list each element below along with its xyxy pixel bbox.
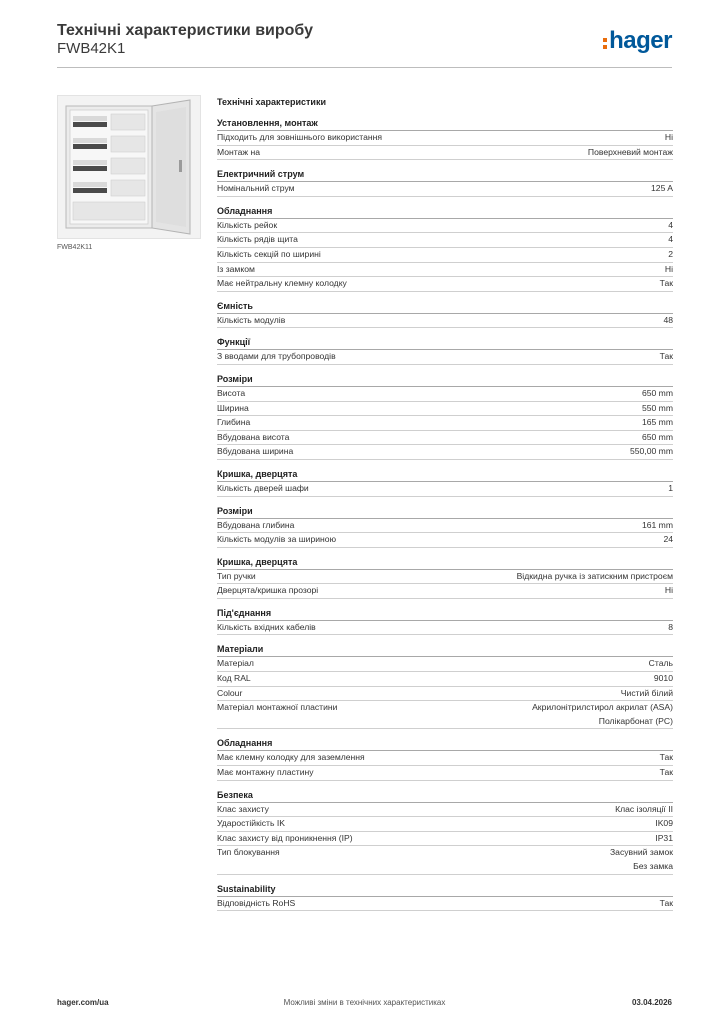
product-code: FWB42K1 (57, 40, 126, 57)
spec-label: Ударостійкість IK (217, 818, 285, 829)
spec-label: Із замком (217, 263, 255, 274)
section-heading: Обладнання (217, 736, 673, 751)
spec-label: Кількість секцій по ширині (217, 248, 321, 259)
spec-label: Клас захисту (217, 803, 269, 814)
spec-label: Кількість модулів (217, 314, 286, 325)
spec-section (217, 372, 673, 460)
section-heading: Кришка, дверцята (217, 555, 673, 570)
spec-section (217, 504, 673, 548)
spec-value: Ні (664, 132, 673, 142)
spec-row (217, 519, 673, 534)
spec-value: Так (659, 767, 673, 778)
spec-label: Кількість модулів за шириною (217, 534, 337, 545)
spec-label: Глибина (217, 417, 251, 428)
spec-row (217, 350, 673, 365)
spec-section (217, 467, 673, 497)
footer-website[interactable]: hager.com/ua (57, 998, 109, 1007)
spec-section (217, 642, 673, 729)
spec-label: Матеріал (217, 658, 254, 669)
logo-dots-icon (603, 38, 607, 49)
spec-row (217, 832, 673, 847)
page-title: Технічні характеристики виробу (57, 22, 313, 39)
spec-label: Має клемну колодку для заземлення (217, 752, 365, 763)
spec-row (217, 263, 673, 278)
spec-label: Висота (217, 387, 246, 398)
spec-value: Поверхневий монтаж (587, 146, 673, 157)
spec-row (217, 533, 673, 548)
spec-label: Підходить для зовнішнього використання (217, 132, 383, 142)
spec-row (217, 146, 673, 161)
section-heading: Кришка, дверцята (217, 467, 673, 482)
spec-label: Номінальний струм (217, 183, 295, 194)
spec-label: Має монтажну пластину (217, 767, 314, 778)
section-heading: Функції (217, 335, 673, 350)
spec-section (217, 116, 673, 160)
spec-label: Відповідність RoHS (217, 897, 296, 908)
spec-row (217, 482, 673, 497)
spec-label: Монтаж на (217, 146, 261, 157)
spec-value: IP31 (655, 832, 673, 843)
spec-row (217, 387, 673, 402)
spec-value: Ні (664, 263, 673, 274)
section-heading: Sustainability (217, 882, 673, 897)
spec-label: Код RAL (217, 673, 251, 684)
spec-label: Кількість дверей шафи (217, 482, 309, 493)
spec-row (217, 233, 673, 248)
spec-row (217, 803, 673, 818)
spec-value: 550,00 mm (630, 446, 673, 457)
spec-label: Клас захисту від проникнення (IP) (217, 832, 353, 843)
spec-row (217, 766, 673, 781)
specs-title: Технічні характеристики (217, 97, 326, 107)
spec-row (217, 621, 673, 636)
spec-value: Так (659, 897, 673, 908)
section-heading: Під'єднання (217, 606, 673, 621)
spec-value: Засувний замок Без замка (609, 847, 673, 871)
section-heading: Установлення, монтаж (217, 116, 673, 131)
spec-row (217, 751, 673, 766)
spec-sections (217, 116, 673, 911)
spec-section (217, 555, 673, 599)
spec-value: Ні (664, 585, 673, 596)
spec-row (217, 416, 673, 431)
spec-value: 4 (668, 219, 673, 230)
spec-label: Colour (217, 687, 243, 698)
footer-disclaimer: Можливі зміни в технічних характеристиках (283, 998, 446, 1007)
spec-section (217, 204, 673, 292)
spec-value: 24 (663, 534, 673, 545)
spec-row (217, 657, 673, 672)
spec-label: Матеріал монтажної пластини (217, 702, 338, 713)
image-caption: FWB42K11 (57, 244, 93, 251)
product-image (57, 95, 201, 239)
section-heading: Розміри (217, 504, 673, 519)
spec-value: 125 A (651, 183, 673, 194)
spec-row (217, 672, 673, 687)
spec-row (217, 570, 673, 585)
spec-row (217, 445, 673, 460)
spec-row (217, 402, 673, 417)
spec-section (217, 788, 673, 875)
spec-row (217, 248, 673, 263)
spec-label: Має нейтральну клемну колодку (217, 278, 347, 289)
spec-value: 161 mm (641, 519, 673, 530)
spec-section (217, 167, 673, 197)
enclosure-cabinet-image (58, 96, 200, 238)
spec-label: Тип блокування (217, 847, 280, 858)
spec-value: 48 (663, 314, 673, 325)
spec-value: Відкидна ручка із затискним пристроєм (516, 570, 673, 581)
spec-value: IK09 (655, 818, 673, 829)
section-heading: Безпека (217, 788, 673, 803)
spec-row (217, 314, 673, 329)
section-heading: Електричний струм (217, 167, 673, 182)
spec-row (217, 701, 673, 729)
spec-value: 4 (668, 234, 673, 245)
spec-label: З вводами для трубопроводів (217, 351, 336, 362)
logo-wordmark: hager (609, 27, 672, 54)
spec-value: Так (659, 351, 673, 362)
spec-row (217, 131, 673, 146)
spec-value: 9010 (653, 673, 673, 684)
spec-label: Тип ручки (217, 570, 256, 581)
spec-row (217, 897, 673, 912)
spec-label: Кількість рядів щита (217, 234, 298, 245)
spec-label: Вбудована ширина (217, 446, 294, 457)
spec-value: Так (659, 278, 673, 289)
spec-value: 165 mm (641, 417, 673, 428)
spec-label: Кількість вхідних кабелів (217, 621, 316, 632)
spec-value: 2 (668, 248, 673, 259)
section-heading: Ємність (217, 299, 673, 314)
spec-row (217, 182, 673, 197)
hager-logo (603, 27, 672, 55)
spec-label: Дверцята/кришка прозорі (217, 585, 319, 596)
spec-row (217, 584, 673, 599)
spec-row (217, 817, 673, 832)
spec-value: Так (659, 752, 673, 763)
spec-section (217, 335, 673, 365)
spec-row (217, 431, 673, 446)
spec-row (217, 846, 673, 874)
spec-value: 1 (668, 482, 673, 493)
header-divider (57, 67, 672, 68)
spec-row (217, 219, 673, 234)
section-heading: Матеріали (217, 642, 673, 657)
footer-date: 03.04.2026 (631, 998, 672, 1007)
spec-label: Кількість рейок (217, 219, 278, 230)
section-heading: Обладнання (217, 204, 673, 219)
spec-label: Ширина (217, 402, 249, 413)
spec-value: 650 mm (641, 387, 673, 398)
spec-value: 550 mm (641, 402, 673, 413)
spec-section (217, 736, 673, 780)
spec-value: 650 mm (641, 431, 673, 442)
spec-value: Чистий білий (620, 687, 673, 698)
spec-row (217, 277, 673, 292)
spec-section (217, 606, 673, 636)
spec-label: Вбудована висота (217, 431, 290, 442)
spec-row (217, 687, 673, 702)
spec-value: Акрилонітрилстирол акрилат (ASA) Полікарбонат (PC) (532, 702, 673, 726)
spec-value: 8 (668, 621, 673, 632)
spec-value: Клас ізоляції II (615, 803, 673, 814)
spec-value: Сталь (648, 658, 673, 669)
specifications (217, 95, 673, 911)
spec-label: Вбудована глибина (217, 519, 295, 530)
spec-section (217, 299, 673, 329)
spec-section (217, 882, 673, 912)
section-heading: Розміри (217, 372, 673, 387)
